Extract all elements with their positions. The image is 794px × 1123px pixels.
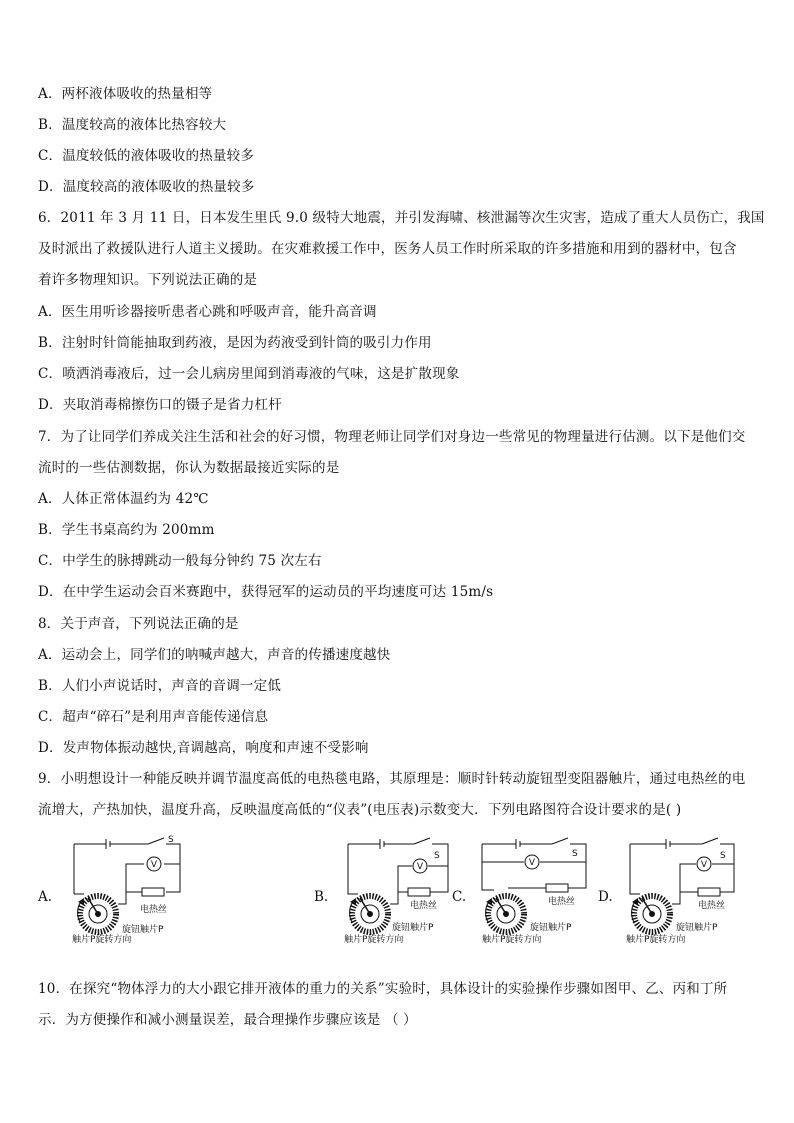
q6-stem-line2: 及时派出了救援队进行人道主义援助。在灾难救援工作中，医务人员工作时所采取的许多措施和用到的器材中，包含 bbox=[38, 241, 737, 257]
q10-stem-line1: 10．在探究“物体浮力的大小跟它排开液体的重力的关系”实验时，具体设计的实验操作步骤如图甲、乙、丙和丁所 bbox=[38, 981, 728, 997]
circuit-d-heater: 电热丝 bbox=[698, 901, 726, 911]
circuit-a-label: A. bbox=[38, 889, 53, 905]
circuit-d-label: D. bbox=[598, 889, 613, 905]
q8-stem: 8．关于声音，下列说法正确的是 bbox=[38, 616, 239, 632]
q5-option-c: C．温度较低的液体吸收的热量较多 bbox=[38, 148, 255, 164]
circuit-b-diagram bbox=[330, 834, 460, 954]
circuit-c-switch: S bbox=[572, 849, 578, 859]
q7-option-a: A．人体正常体温约为 42℃ bbox=[38, 491, 209, 507]
circuit-b-arrow-text: 触片P旋转方向 bbox=[344, 935, 404, 945]
circuit-c-diagram bbox=[468, 834, 598, 954]
q6-stem-line3: 着许多物理知识。下列说法正确的是 bbox=[38, 272, 258, 288]
circuit-a-switch: S bbox=[168, 835, 174, 845]
circuit-c-heater: 电热丝 bbox=[548, 897, 576, 907]
circuit-a-heater: 电热丝 bbox=[140, 905, 168, 915]
circuit-d-knob: 旋钮触片P bbox=[676, 923, 718, 933]
circuit-c-meter: V bbox=[528, 858, 536, 868]
circuit-d-meter: V bbox=[700, 860, 708, 870]
circuit-c-label: C. bbox=[452, 889, 467, 905]
circuit-a-diagram bbox=[56, 834, 196, 954]
circuit-b-knob: 旋钮触片P bbox=[392, 923, 434, 933]
circuit-a-meter: V bbox=[150, 860, 158, 870]
circuit-c-arrow-text: 触片P旋转方向 bbox=[482, 935, 542, 945]
q6-option-b: B．注射时针筒能抽取到药液，是因为药液受到针筒的吸引力作用 bbox=[38, 335, 432, 351]
circuit-b-switch: S bbox=[434, 851, 440, 861]
q5-option-a: A．两杯液体吸收的热量相等 bbox=[38, 86, 213, 102]
q6-stem-line1: 6．2011 年 3 月 11 日，日本发生里氏 9.0 级特大地震，并引发海啸、核泄漏等次生灾害，造成了重大人员伤亡，我国 bbox=[38, 210, 765, 226]
q8-option-d: D．发声物体振动越快,音调越高，响度和声速不受影响 bbox=[38, 740, 369, 756]
circuit-d-switch: S bbox=[720, 851, 726, 861]
circuit-a-knob: 旋钮触片P bbox=[122, 925, 164, 935]
q10-stem-line2: 示．为方便操作和减小测量误差，最合理操作步骤应该是 （ ） bbox=[38, 1012, 417, 1028]
circuit-d-diagram bbox=[616, 834, 746, 954]
q5-option-b: B．温度较高的液体比热容较大 bbox=[38, 117, 227, 133]
circuit-b-heater: 电热丝 bbox=[410, 901, 438, 911]
circuit-b-meter: V bbox=[416, 862, 424, 872]
q6-option-a: A．医生用听诊器接听患者心跳和呼吸声音，能升高音调 bbox=[38, 304, 377, 320]
circuit-b-label: B. bbox=[314, 889, 329, 905]
circuit-d-arrow-text: 触片P旋转方向 bbox=[626, 935, 686, 945]
q7-stem-line2: 流时的一些估测数据，你认为数据最接近实际的是 bbox=[38, 460, 340, 476]
q7-option-c: C．中学生的脉搏跳动一般每分钟约 75 次左右 bbox=[38, 553, 322, 569]
q7-option-d: D．在中学生运动会百米赛跑中，获得冠军的运动员的平均速度可达 15m/s bbox=[38, 584, 494, 600]
q8-option-a: A．运动会上，同学们的呐喊声越大，声音的传播速度越快 bbox=[38, 647, 391, 663]
q7-option-b: B．学生书桌高约为 200mm bbox=[38, 522, 215, 538]
q8-option-c: C．超声“碎石”是利用声音能传递信息 bbox=[38, 709, 269, 725]
circuit-c-knob: 旋钮触片P bbox=[530, 923, 572, 933]
circuit-a-arrow-text: 触片P旋转方向 bbox=[72, 935, 132, 945]
q9-stem-line1: 9．小明想设计一种能反映并调节温度高低的电热毯电路，其原理是：顺时针转动旋钮型变阻器触片，通过电热丝的电 bbox=[38, 771, 746, 787]
q5-option-d: D．温度较高的液体吸收的热量较多 bbox=[38, 179, 255, 195]
q6-option-c: C．喷洒消毒液后，过一会儿病房里闻到消毒液的气味，这是扩散现象 bbox=[38, 366, 460, 382]
q7-stem-line1: 7．为了让同学们养成关注生活和社会的好习惯，物理老师让同学们对身边一些常见的物理量进行估测。以下是他们交 bbox=[38, 429, 746, 445]
q8-option-b: B．人们小声说话时，声音的音调一定低 bbox=[38, 678, 282, 694]
q6-option-d: D．夹取消毒棉擦伤口的镊子是省力杠杆 bbox=[38, 397, 282, 413]
q9-stem-line2: 流增大，产热加快，温度升高，反映温度高低的“仪表”(电压表)示数变大．下列电路图符合设计要求的是( ) bbox=[38, 802, 682, 818]
